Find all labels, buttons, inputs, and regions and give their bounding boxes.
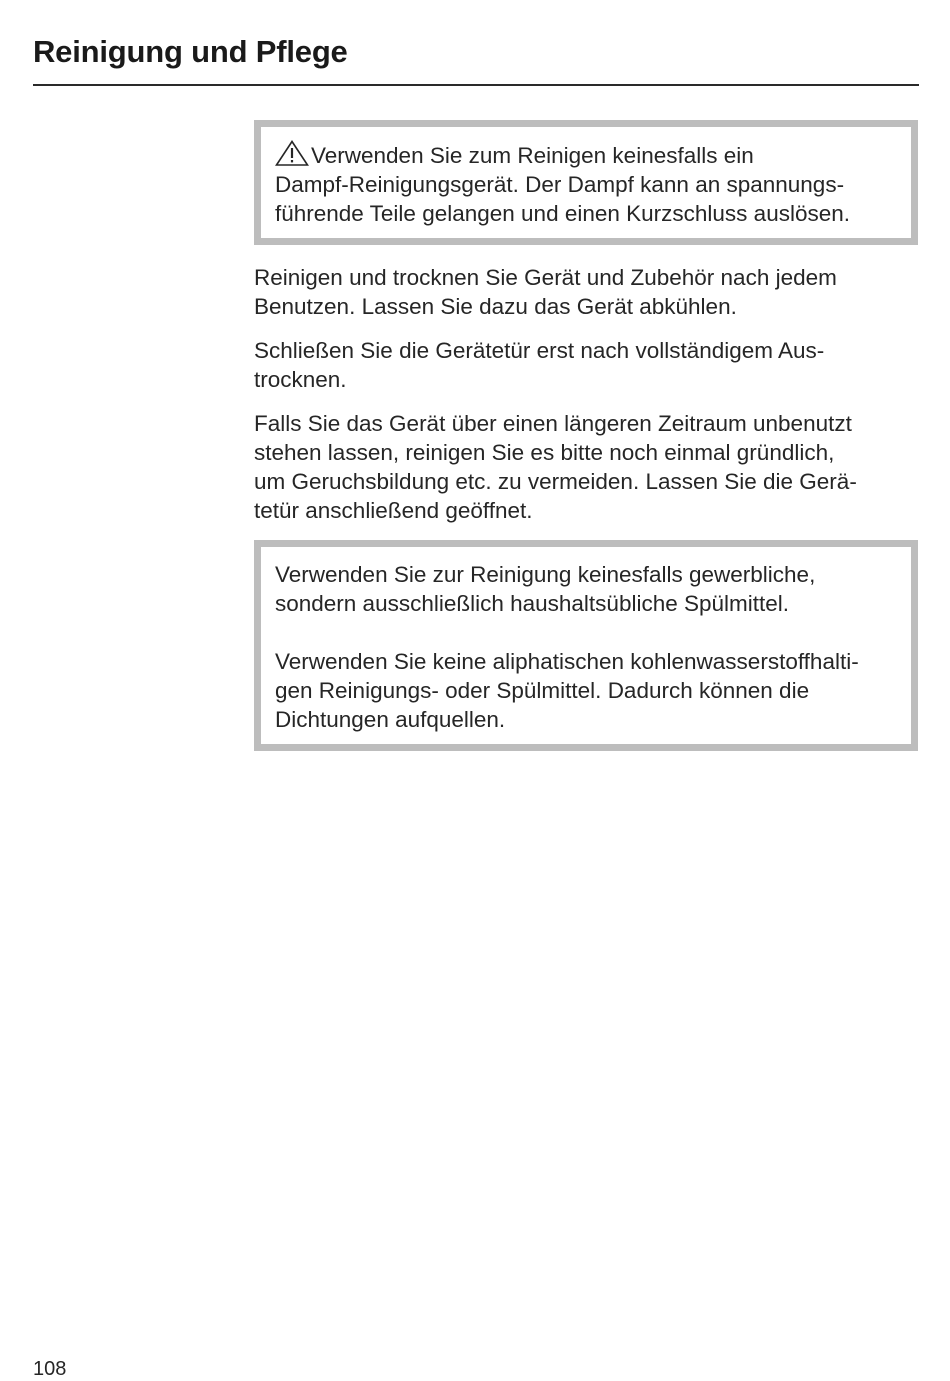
info-box: [254, 540, 918, 751]
paragraph-line: trocknen.: [254, 367, 347, 392]
title-divider: [33, 84, 919, 86]
warning-line: führende Teile gelangen und einen Kurzschluss auslösen.: [275, 201, 850, 226]
paragraph-line: Reinigen und trocknen Sie Gerät und Zubehör nach jedem: [254, 265, 837, 290]
paragraph-line: Schließen Sie die Gerätetür erst nach vollständigem Aus-: [254, 338, 825, 363]
info-line: Verwenden Sie zur Reinigung keinesfalls gewerbliche,: [275, 562, 816, 587]
paragraph-line: tetür anschließend geöffnet.: [254, 498, 533, 523]
paragraph-line: Falls Sie das Gerät über einen längeren Zeitraum unbenutzt: [254, 411, 852, 436]
page-number: 108: [33, 1358, 67, 1380]
info-line: sondern ausschließlich haushaltsübliche Spülmittel.: [275, 591, 790, 616]
warning-line: Verwenden Sie zum Reinigen keinesfalls ein: [311, 143, 754, 168]
info-line: gen Reinigungs- oder Spülmittel. Dadurch können die: [275, 678, 810, 703]
info-line: Verwenden Sie keine aliphatischen kohlenwasserstoffhalti-: [275, 649, 859, 674]
paragraph-line: Benutzen. Lassen Sie dazu das Gerät abkühlen.: [254, 294, 737, 319]
cleaning-paragraph: [254, 263, 918, 321]
door-paragraph: [254, 336, 918, 394]
warning-triangle-icon: [275, 140, 309, 166]
info-paragraph: [275, 647, 901, 734]
storage-paragraph: [254, 409, 918, 525]
info-line: Dichtungen aufquellen.: [275, 707, 506, 732]
paragraph-line: um Geruchsbildung etc. zu vermeiden. Lassen Sie die Gerä-: [254, 469, 857, 494]
warning-box: [254, 120, 918, 245]
info-paragraph: [275, 560, 901, 618]
main-content: [254, 120, 918, 751]
paragraph-line: stehen lassen, reinigen Sie es bitte noch einmal gründlich,: [254, 440, 835, 465]
page-title: Reinigung und Pflege: [33, 34, 348, 69]
warning-text: [275, 140, 901, 228]
warning-line: Dampf-Reinigungsgerät. Der Dampf kann an spannungs-: [275, 172, 845, 197]
